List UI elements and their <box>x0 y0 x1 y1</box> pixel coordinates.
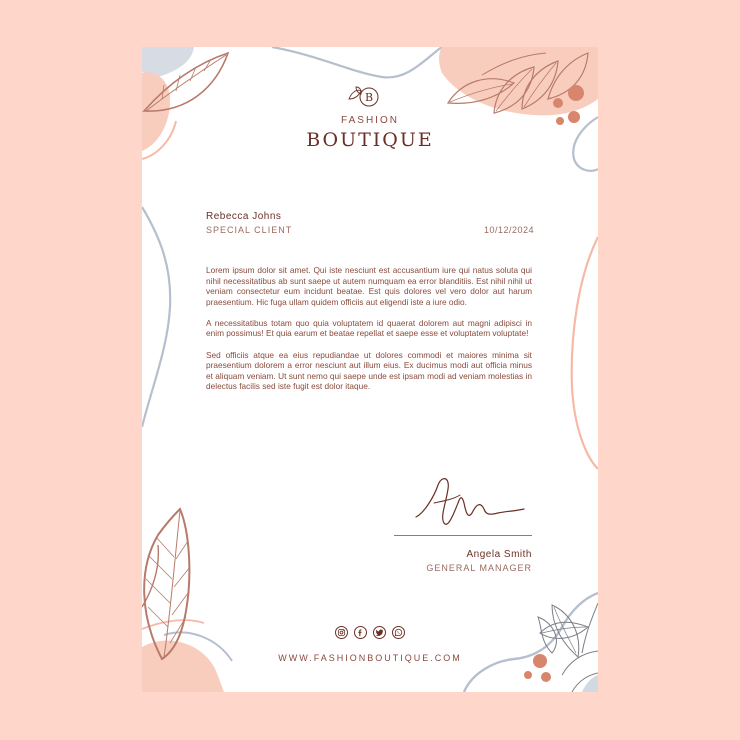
facebook-icon[interactable] <box>354 626 367 639</box>
brand-subtitle: FASHION <box>341 115 399 126</box>
signature-line <box>394 535 532 536</box>
instagram-icon[interactable] <box>335 626 348 639</box>
twitter-icon[interactable] <box>373 626 386 639</box>
recipient-name: Rebecca Johns <box>206 211 282 222</box>
recipient-title: SPECIAL CLIENT <box>206 225 293 235</box>
body-paragraph: A necessitatibus totam quo quia voluptatem id quaerat dolorem aut magni adipisci in enim possimus! Et quia earum et beatae repellat et saepe esse et voluptatem voluptate! <box>206 317 532 339</box>
signature-mark <box>414 473 526 533</box>
logo-letter: B <box>364 91 374 104</box>
letterhead-page <box>142 47 598 692</box>
body-paragraph: Sed officiis atque ea eius repudiandae ut dolores commodi et maiores minima sit praesentium dolorem a error nesciunt aut illum eius. Ex ducimus modi aut officia minus et aliquam veniam. Ut sunt nemo qui saepe unde est ipsam modi ad veniam molestias in delectus facilis sed iste fugit est dolor itaque. <box>206 349 532 392</box>
signer-name: Angela Smith <box>466 549 532 560</box>
letter-body <box>206 265 532 402</box>
social-icons <box>142 626 598 639</box>
body-paragraph: Lorem ipsum dolor sit amet. Qui iste nesciunt est accusantium iure qui natus soluta qui nihil necessitatibus ab sunt saepe ut autem numquam ea error blanditiis. Est nihil nihil ut veniam consectetur eum incidunt beatae. Est quis dolores vel vero dolor aut harum praesentium. Hic fuga ullam quidem officiis aut eligendi iste a iure odio. <box>206 265 532 307</box>
logo-emblem <box>346 83 382 109</box>
website-link[interactable]: WWW.FASHIONBOUTIQUE.COM <box>278 653 462 663</box>
brand-name: BOUTIQUE <box>306 129 434 151</box>
signer-title: GENERAL MANAGER <box>426 563 532 573</box>
whatsapp-icon[interactable] <box>392 626 405 639</box>
letter-date: 10/12/2024 <box>483 225 534 235</box>
